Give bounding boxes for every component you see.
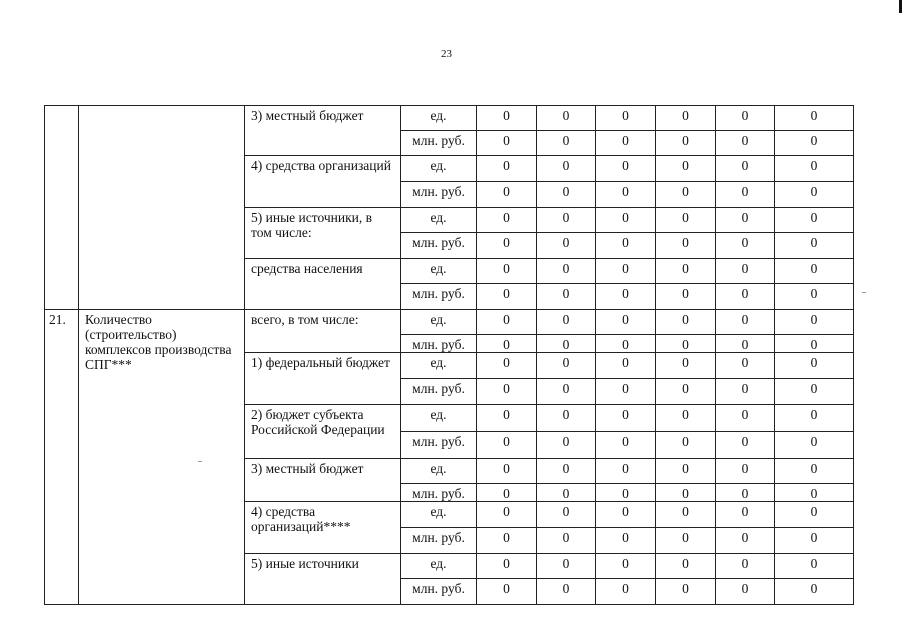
value-cell: 0 (716, 353, 775, 379)
value-cell: 0 (596, 579, 656, 605)
value-cell: 0 (716, 459, 775, 484)
value-cell: 0 (537, 156, 596, 182)
value-cell: 0 (596, 405, 656, 432)
value-cell: 0 (656, 259, 716, 284)
value-cell: 0 (537, 459, 596, 484)
value-cell: 0 (716, 131, 775, 156)
value-cell: 0 (596, 284, 656, 310)
item-number: 21. (45, 310, 79, 605)
value-cell: 0 (775, 156, 854, 182)
value-cell: 0 (596, 106, 656, 131)
value-cell: 0 (656, 405, 716, 432)
unit-cell: ед. (401, 310, 477, 335)
value-cell: 0 (716, 554, 775, 579)
value-cell: 0 (775, 554, 854, 579)
value-cell: 0 (716, 335, 775, 353)
value-cell: 0 (537, 259, 596, 284)
unit-cell: ед. (401, 156, 477, 182)
unit-cell: млн. руб. (401, 335, 477, 353)
value-cell: 0 (775, 131, 854, 156)
value-cell: 0 (716, 156, 775, 182)
item-number-cell (45, 106, 79, 310)
value-cell: 0 (656, 432, 716, 459)
value-cell: 0 (775, 259, 854, 284)
value-cell: 0 (537, 310, 596, 335)
value-cell: 0 (596, 484, 656, 502)
value-cell: 0 (596, 353, 656, 379)
value-cell: 0 (656, 579, 716, 605)
unit-cell: млн. руб. (401, 379, 477, 405)
value-cell: 0 (477, 131, 537, 156)
unit-cell: млн. руб. (401, 131, 477, 156)
funding-source: 5) иные источники, в том числе: (245, 208, 401, 259)
scan-edge-mark (899, 0, 902, 13)
value-cell: 0 (775, 284, 854, 310)
value-cell: 0 (477, 233, 537, 259)
value-cell: 0 (477, 353, 537, 379)
value-cell: 0 (656, 528, 716, 554)
value-cell: 0 (656, 554, 716, 579)
value-cell: 0 (656, 106, 716, 131)
unit-cell: ед. (401, 554, 477, 579)
value-cell: 0 (716, 502, 775, 528)
value-cell: 0 (477, 528, 537, 554)
value-cell: 0 (537, 131, 596, 156)
value-cell: 0 (477, 432, 537, 459)
unit-cell: млн. руб. (401, 182, 477, 208)
value-cell: 0 (477, 554, 537, 579)
value-cell: 0 (477, 106, 537, 131)
item-title: Количество (строительство) комплексов производства СПГ*** (79, 310, 245, 605)
value-cell: 0 (537, 554, 596, 579)
value-cell: 0 (596, 502, 656, 528)
value-cell: 0 (716, 405, 775, 432)
value-cell: 0 (716, 310, 775, 335)
value-cell: 0 (596, 554, 656, 579)
value-cell: 0 (716, 579, 775, 605)
value-cell: 0 (716, 379, 775, 405)
value-cell: 0 (775, 106, 854, 131)
value-cell: 0 (775, 459, 854, 484)
value-cell: 0 (596, 233, 656, 259)
funding-source: средства населения (245, 259, 401, 310)
funding-source: 1) федеральный бюджет (245, 353, 401, 405)
value-cell: 0 (477, 379, 537, 405)
unit-cell: млн. руб. (401, 284, 477, 310)
value-cell: 0 (656, 182, 716, 208)
value-cell: 0 (477, 335, 537, 353)
value-cell: 0 (716, 208, 775, 233)
funding-source: 4) средства организаций**** (245, 502, 401, 554)
value-cell: 0 (775, 233, 854, 259)
value-cell: 0 (775, 502, 854, 528)
value-cell: 0 (477, 259, 537, 284)
value-cell: 0 (775, 405, 854, 432)
funding-source: 2) бюджет субъекта Российской Федерации (245, 405, 401, 459)
value-cell: 0 (716, 432, 775, 459)
value-cell: 0 (537, 405, 596, 432)
value-cell: 0 (537, 484, 596, 502)
value-cell: 0 (656, 484, 716, 502)
unit-cell: ед. (401, 502, 477, 528)
unit-cell: млн. руб. (401, 432, 477, 459)
value-cell: 0 (477, 156, 537, 182)
funding-source: 3) местный бюджет (245, 106, 401, 156)
unit-cell: млн. руб. (401, 233, 477, 259)
value-cell: 0 (775, 335, 854, 353)
value-cell: 0 (656, 502, 716, 528)
value-cell: 0 (596, 182, 656, 208)
value-cell: 0 (716, 528, 775, 554)
value-cell: 0 (477, 579, 537, 605)
value-cell: 0 (656, 131, 716, 156)
value-cell: 0 (716, 284, 775, 310)
value-cell: 0 (537, 353, 596, 379)
funding-table (44, 105, 854, 605)
value-cell: 0 (656, 335, 716, 353)
value-cell: 0 (537, 432, 596, 459)
unit-cell: ед. (401, 208, 477, 233)
value-cell: 0 (775, 432, 854, 459)
value-cell: 0 (596, 310, 656, 335)
unit-cell: ед. (401, 405, 477, 432)
value-cell: 0 (656, 208, 716, 233)
value-cell: 0 (716, 233, 775, 259)
value-cell: 0 (775, 528, 854, 554)
unit-cell: ед. (401, 459, 477, 484)
table-row (45, 310, 854, 335)
value-cell: 0 (477, 484, 537, 502)
value-cell: 0 (537, 335, 596, 353)
value-cell: 0 (537, 379, 596, 405)
value-cell: 0 (596, 259, 656, 284)
value-cell: 0 (775, 484, 854, 502)
value-cell: 0 (656, 310, 716, 335)
value-cell: 0 (775, 379, 854, 405)
value-cell: 0 (716, 484, 775, 502)
value-cell: 0 (656, 459, 716, 484)
value-cell: 0 (477, 182, 537, 208)
unit-cell: млн. руб. (401, 484, 477, 502)
item-title-cell (79, 106, 245, 310)
value-cell: 0 (477, 405, 537, 432)
value-cell: 0 (775, 182, 854, 208)
value-cell: 0 (477, 284, 537, 310)
value-cell: 0 (477, 208, 537, 233)
value-cell: 0 (477, 310, 537, 335)
unit-cell: ед. (401, 106, 477, 131)
value-cell: 0 (716, 182, 775, 208)
value-cell: 0 (477, 459, 537, 484)
value-cell: 0 (537, 502, 596, 528)
funding-source: 3) местный бюджет (245, 459, 401, 502)
value-cell: 0 (775, 208, 854, 233)
value-cell: 0 (537, 182, 596, 208)
value-cell: 0 (656, 156, 716, 182)
value-cell: 0 (537, 284, 596, 310)
value-cell: 0 (656, 284, 716, 310)
value-cell: 0 (537, 528, 596, 554)
value-cell: 0 (537, 106, 596, 131)
funding-source: 4) средства организаций (245, 156, 401, 208)
page-number: 23 (441, 48, 452, 60)
unit-cell: млн. руб. (401, 528, 477, 554)
value-cell: 0 (596, 208, 656, 233)
value-cell: 0 (716, 259, 775, 284)
value-cell: 0 (656, 379, 716, 405)
value-cell: 0 (477, 502, 537, 528)
value-cell: 0 (596, 335, 656, 353)
scan-artifact (862, 292, 866, 293)
funding-source: всего, в том числе: (245, 310, 401, 353)
value-cell: 0 (716, 106, 775, 131)
unit-cell: ед. (401, 259, 477, 284)
value-cell: 0 (775, 579, 854, 605)
value-cell: 0 (537, 233, 596, 259)
value-cell: 0 (537, 208, 596, 233)
funding-source: 5) иные источники (245, 554, 401, 605)
table-row (45, 106, 854, 131)
value-cell: 0 (596, 131, 656, 156)
value-cell: 0 (596, 156, 656, 182)
unit-cell: млн. руб. (401, 579, 477, 605)
value-cell: 0 (656, 233, 716, 259)
value-cell: 0 (596, 432, 656, 459)
value-cell: 0 (775, 310, 854, 335)
value-cell: 0 (775, 353, 854, 379)
value-cell: 0 (596, 528, 656, 554)
unit-cell: ед. (401, 353, 477, 379)
value-cell: 0 (596, 459, 656, 484)
value-cell: 0 (596, 379, 656, 405)
value-cell: 0 (537, 579, 596, 605)
value-cell: 0 (656, 353, 716, 379)
